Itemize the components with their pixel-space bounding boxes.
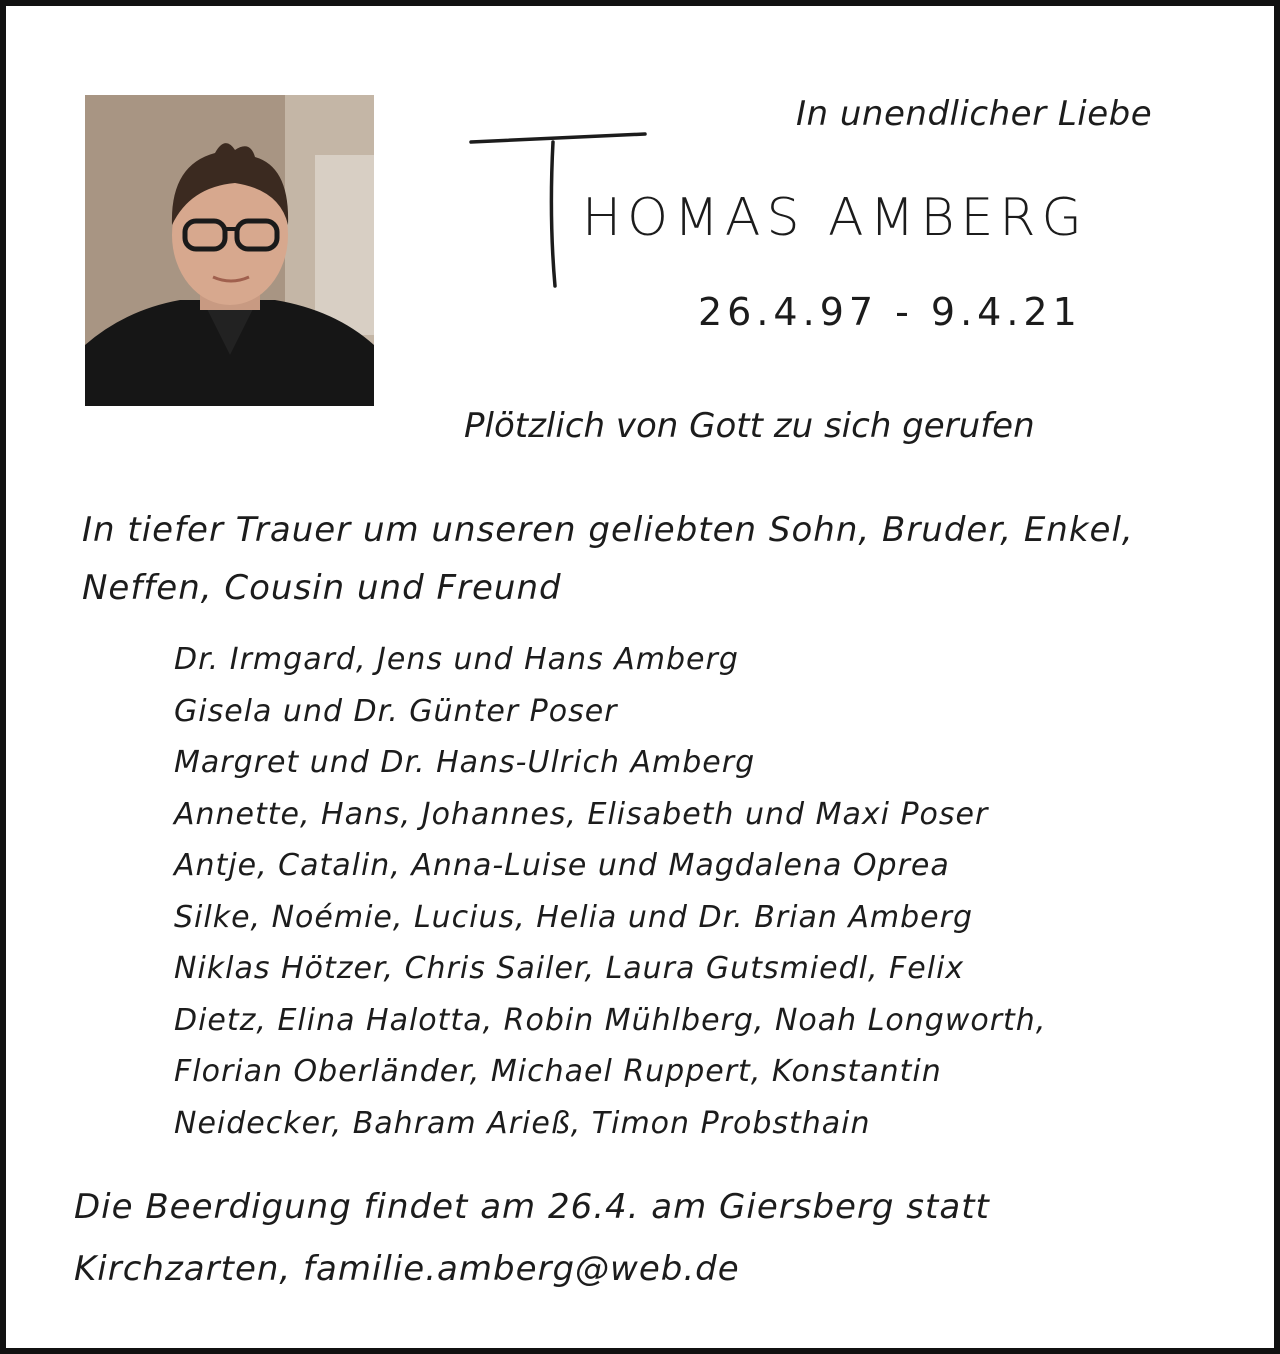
mourner-line: Florian Oberländer, Michael Ruppert, Konstantin <box>174 1054 942 1089</box>
mourner-line: Margret und Dr. Hans-Ulrich Amberg <box>174 745 756 780</box>
deceased-name: HOMAS AMBERG <box>582 188 1088 248</box>
funeral-line-1: Die Beerdigung findet am 26.4. am Giersberg statt <box>74 1187 990 1227</box>
motto-text: In unendlicher Liebe <box>796 94 1153 134</box>
mourner-line: Dr. Irmgard, Jens und Hans Amberg <box>174 642 739 677</box>
called-home-text: Plötzlich von Gott zu sich gerufen <box>464 406 1035 446</box>
mourner-line: Antje, Catalin, Anna-Luise und Magdalena Oprea <box>174 848 950 883</box>
mourner-line: Niklas Hötzer, Chris Sailer, Laura Gutsmiedl, Felix <box>174 951 965 986</box>
intro-line-1: In tiefer Trauer um unseren geliebten Sohn, Bruder, Enkel, <box>82 510 1134 550</box>
mourner-line: Gisela und Dr. Günter Poser <box>174 693 618 729</box>
portrait-photo <box>85 95 374 406</box>
mourners-list <box>174 634 1046 1149</box>
mourner-line: Annette, Hans, Johannes, Elisabeth und Maxi Poser <box>174 796 989 832</box>
funeral-info <box>74 1176 990 1300</box>
mourning-intro <box>82 501 1134 617</box>
mourner-line: Silke, Noémie, Lucius, Helia und Dr. Brian Amberg <box>174 899 973 935</box>
mourner-line: Dietz, Elina Halotta, Robin Mühlberg, Noah Longworth, <box>174 1002 1047 1038</box>
mourner-line: Neidecker, Bahram Arieß, Timon Probsthain <box>174 1105 871 1141</box>
intro-line-2: Neffen, Cousin und Freund <box>82 568 562 608</box>
funeral-line-2: Kirchzarten, familie.amberg@web.de <box>74 1249 740 1289</box>
name-initial-letter: T <box>469 128 470 129</box>
life-dates: 26.4.97 - 9.4.21 <box>698 290 1082 334</box>
